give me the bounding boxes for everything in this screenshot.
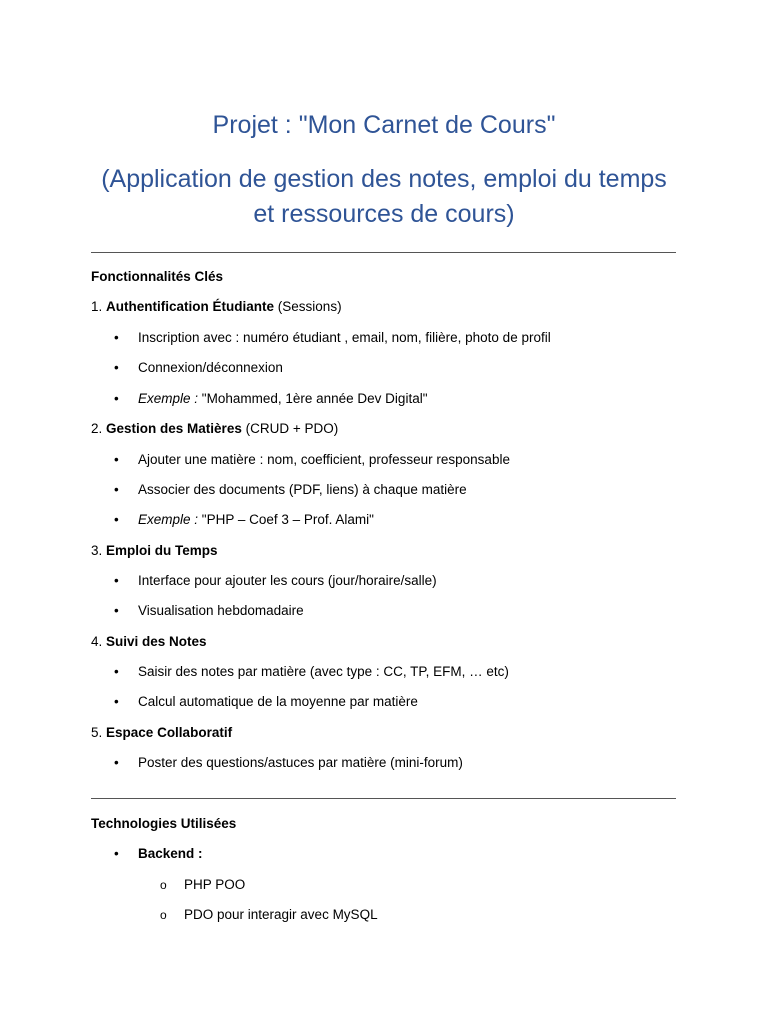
list-item: Connexion/déconnexion <box>138 360 283 375</box>
bullet-icon: • <box>114 360 119 375</box>
list-item: PDO pour interagir avec MySQL <box>184 907 378 922</box>
feature-note: (Sessions) <box>277 299 342 314</box>
feature-number: 5. <box>91 725 103 740</box>
example-label: Exemple : <box>138 391 199 406</box>
bullet-icon: • <box>114 664 119 679</box>
bullet-icon: • <box>114 755 119 770</box>
feature-name: Authentification Étudiante <box>106 299 275 314</box>
list-item: Calcul automatique de la moyenne par matière <box>138 694 418 709</box>
list-item <box>138 390 428 408</box>
list-item: Ajouter une matière : nom, coefficient, professeur responsable <box>138 452 510 467</box>
feature-heading <box>91 633 207 651</box>
feature-heading <box>91 724 232 742</box>
sub-bullet-icon: o <box>160 878 167 892</box>
example-text: "Mohammed, 1ère année Dev Digital" <box>201 391 428 406</box>
bullet-icon: • <box>114 482 119 497</box>
bullet-icon: • <box>114 391 119 406</box>
list-item: Inscription avec : numéro étudiant , email, nom, filière, photo de profil <box>138 330 551 345</box>
list-item: Interface pour ajouter les cours (jour/horaire/salle) <box>138 573 437 588</box>
sub-bullet-icon: o <box>160 908 167 922</box>
bullet-icon: • <box>114 452 119 467</box>
feature-heading <box>91 542 218 560</box>
feature-number: 1. <box>91 299 103 314</box>
bullet-icon: • <box>114 573 119 588</box>
bullet-icon: • <box>114 330 119 345</box>
section-heading-features: Fonctionnalités Clés <box>91 269 224 284</box>
feature-name: Suivi des Notes <box>106 634 207 649</box>
document-subtitle: (Application de gestion des notes, emploi du temps et ressources de cours) <box>101 165 667 228</box>
list-item: Saisir des notes par matière (avec type : CC, TP, EFM, … etc) <box>138 664 509 679</box>
feature-heading <box>91 298 342 316</box>
horizontal-rule <box>91 798 676 799</box>
tech-group-name: Backend : <box>138 846 203 861</box>
list-item <box>138 511 374 529</box>
feature-name: Gestion des Matières <box>106 421 242 436</box>
bullet-icon: • <box>114 846 119 861</box>
bullet-icon: • <box>114 694 119 709</box>
horizontal-rule <box>91 252 676 253</box>
example-label: Exemple : <box>138 512 199 527</box>
feature-name: Emploi du Temps <box>106 543 218 558</box>
list-item: Associer des documents (PDF, liens) à chaque matière <box>138 482 467 497</box>
feature-note: (CRUD + PDO) <box>245 421 339 436</box>
bullet-icon: • <box>114 603 119 618</box>
list-item: Poster des questions/astuces par matière (mini-forum) <box>138 755 463 770</box>
bullet-icon: • <box>114 512 119 527</box>
document-title: Projet : "Mon Carnet de Cours" <box>212 111 556 139</box>
list-item: PHP POO <box>184 877 246 892</box>
list-item: Visualisation hebdomadaire <box>138 603 304 618</box>
example-text: "PHP – Coef 3 – Prof. Alami" <box>201 512 374 527</box>
section-heading-technologies: Technologies Utilisées <box>91 816 237 831</box>
feature-number: 3. <box>91 543 103 558</box>
feature-number: 4. <box>91 634 103 649</box>
feature-heading <box>91 420 338 438</box>
feature-number: 2. <box>91 421 103 436</box>
feature-name: Espace Collaboratif <box>106 725 233 740</box>
